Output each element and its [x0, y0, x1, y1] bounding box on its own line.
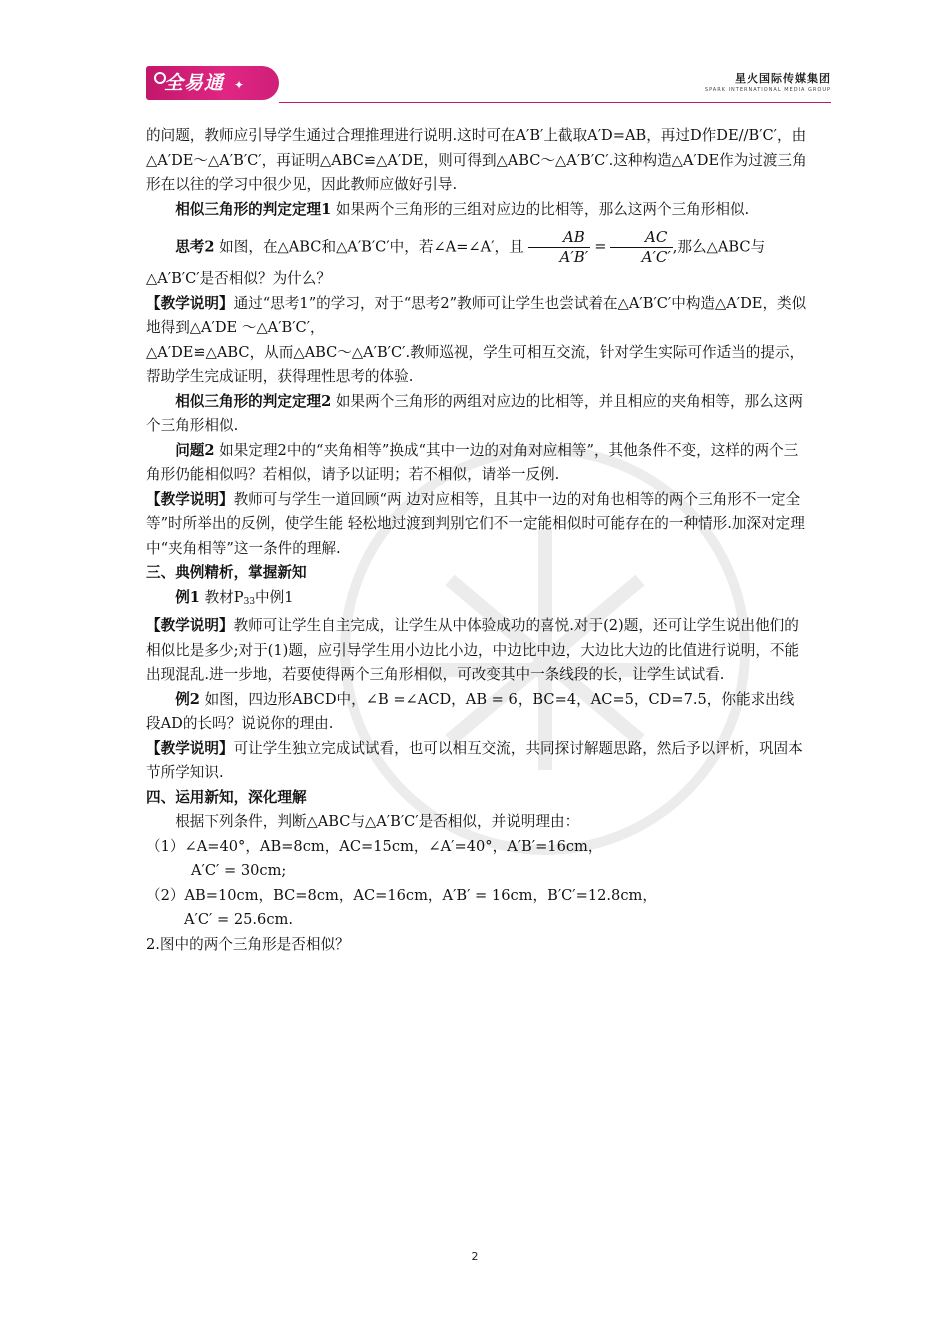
- task-item-1: （1）∠A=40°，AB=8cm，AC=15cm，∠A′=40°，A′B′=16cm，: [146, 837, 603, 855]
- teaching-note-3: [146, 614, 808, 688]
- document-body: [146, 124, 808, 957]
- brand-logo: [146, 66, 279, 100]
- example-1-label: 例1: [175, 588, 200, 606]
- task-2: 2.图中的两个三角形是否相似？: [146, 935, 350, 953]
- publisher-mark: [705, 70, 831, 93]
- example-2: [146, 688, 808, 737]
- theorem-2: [146, 390, 808, 439]
- paragraph-intro: 的问题，教师应引导学生通过合理推理进行说明.这时可在A′B′上截取A′D=AB，再过D作DE//B′C′，由△A′DE～△A′B′C′，再证明△ABC≌△A′DE，则可得到△ABC～△A′B′C′.这种构造△A′DE作为过渡三角形在以往的学习中很少见，因此教师应做好引导.: [146, 127, 807, 193]
- fraction-ac: [610, 228, 672, 267]
- teaching-note-label: 【教学说明】: [146, 739, 234, 757]
- teaching-note-label: 【教学说明】: [146, 490, 234, 508]
- question-2-text: 如果定理2中的“夹角相等”换成“其中一边的对角对应相等”，其他条件不变，这样的两个三角形仍能相似吗？若相似，请予以证明；若不相似，请举一反例.: [146, 441, 799, 483]
- publisher-name: 星火国际传媒集团: [735, 72, 831, 85]
- header-divider: [279, 102, 831, 103]
- equals-sign: =: [594, 238, 607, 256]
- theorem-1-text: 如果两个三角形的三组对应边的比相等，那么这两个三角形相似.: [335, 200, 750, 218]
- task-item-2-cont: A′C′ = 25.6cm.: [184, 911, 293, 928]
- teaching-note-1-cont: △A′DE≌△ABC，从而△ABC～△A′B′C′.教师巡视，学生可相互交流，针对学生实际可作适当的提示，帮助学生完成证明，获得理性思考的体验.: [146, 343, 805, 385]
- think-2-text-post: ,那么△ABC与: [672, 238, 766, 256]
- teaching-note-2-text: 教师可与学生一道回顾“两 边对应相等，且其中一边的对角也相等的两个三角形不一定全等”时所举出的反例，使学生能 轻松地过渡到判别它们不一定能相似时可能存在的一种情形.加深对定理中“夹角相等”这一条件的理解.: [146, 490, 805, 557]
- logo-text: 全易通: [164, 72, 225, 94]
- think-2-text: 如图，在△ABC和△A′B′C′中，若∠A=∠A′，且: [219, 238, 524, 256]
- teaching-note-1: [146, 292, 808, 341]
- fraction-ac-denominator: A′C′: [641, 248, 671, 266]
- task-intro: 根据下列条件，判断△ABC与△A′B′C′是否相似，并说明理由：: [175, 813, 580, 830]
- question-2-label: 问题2: [175, 441, 215, 459]
- page-number: 2: [471, 1250, 479, 1263]
- theorem-1: [146, 198, 808, 223]
- example-2-label: 例2: [175, 690, 200, 708]
- task-item-1-cont: A′C′ = 30cm;: [191, 862, 287, 879]
- page-header: [146, 66, 831, 104]
- teaching-note-4: [146, 737, 808, 786]
- section-4-heading: 四、运用新知，深化理解: [146, 788, 307, 806]
- publisher-name-en: SPARK INTERNATIONAL MEDIA GROUP: [704, 87, 831, 93]
- page-subscript: 33: [243, 596, 256, 607]
- think-2-label: 思考2: [175, 238, 215, 256]
- theorem-2-text: 如果两个三角形的两组对应边的比相等，并且相应的夹角相等，那么这两个三角形相似.: [146, 392, 803, 434]
- fraction-ab-numerator: AB: [528, 228, 590, 248]
- example-1: [146, 586, 808, 615]
- teaching-note-label: 【教学说明】: [146, 617, 234, 634]
- teaching-note-1-text: 通过“思考1”的学习，对于“思考2”教师可让学生也尝试着在△A′B′C′中构造△A′DE，类似地得到△A′DE ～△A′B′C′，: [146, 294, 807, 336]
- teaching-note-3-text: 教师可让学生自主完成，让学生从中体验成功的喜悦.对于(2)题，还可让学生说出他们的相似比是多少;对于(1)题，应引导学生用小边比小边，中边比中边，大边比大边的比值进行说明，不能出现混乱.进一步地，若要使得两个三角形相似，可改变其中一条线段的长，让学生试试看.: [146, 617, 800, 683]
- question-2: [146, 439, 808, 488]
- task-item-2: （2）AB=10cm，BC=8cm，AC=16cm，A′B′ = 16cm，B′C′=12.8cm，: [146, 886, 657, 904]
- think-2-line-2: △A′B′C′是否相似？为什么？: [146, 270, 331, 287]
- teaching-note-4-text: 可让学生独立完成试试看，也可以相互交流，共同探讨解题思路，然后予以评析，巩固本节所学知识.: [146, 739, 803, 781]
- theorem-1-label: 相似三角形的判定定理1: [175, 200, 332, 218]
- think-2: [146, 228, 808, 267]
- example-2-text: 如图，四边形ABCD中，∠B =∠ACD，AB = 6，BC=4，AC=5，CD=7.5，你能求出线段AD的长吗？说说你的理由.: [146, 690, 795, 732]
- fraction-ab: [528, 228, 590, 267]
- logo-swirl-icon: [154, 72, 166, 84]
- fraction-ab-denominator: A′B′: [559, 248, 589, 266]
- theorem-2-label: 相似三角形的判定定理2: [175, 392, 332, 410]
- teaching-note-2: [146, 488, 808, 562]
- fraction-ac-numerator: AC: [610, 228, 672, 248]
- logo-star-icon: ✦: [233, 78, 245, 92]
- example-1-text: 教材$P_{33}$中例1: [204, 588, 294, 607]
- teaching-note-label: 【教学说明】: [146, 294, 234, 312]
- section-3-heading: 三、典例精析，掌握新知: [146, 564, 307, 581]
